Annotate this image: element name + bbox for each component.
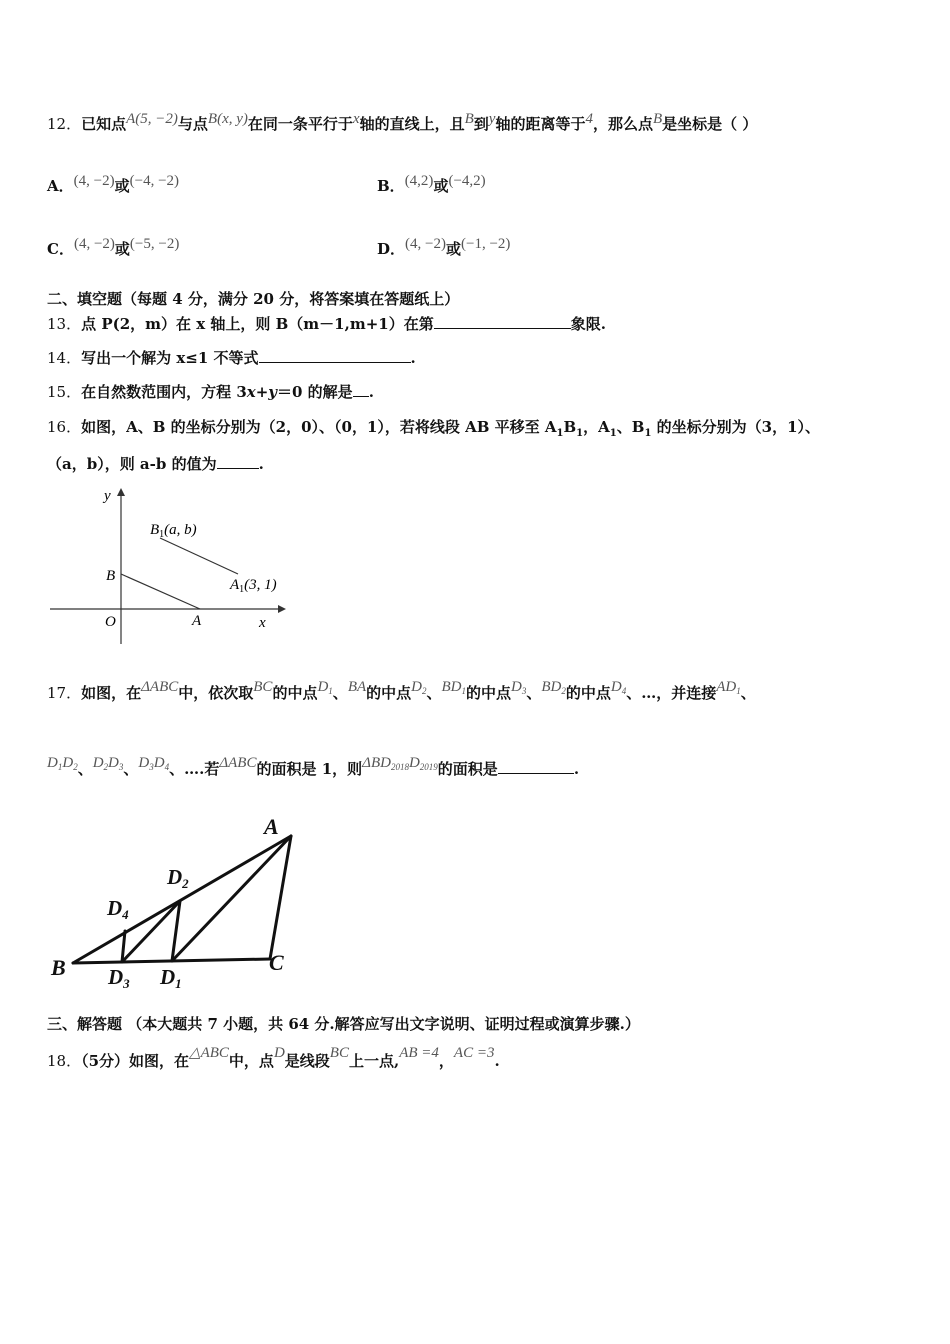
label-B: B — [106, 568, 116, 584]
q17-triangle-figure — [45, 810, 305, 995]
q18: 18．（5分）如图，在△ABC中，点D是线段BC上一点,AB =4，AC =3. — [47, 1045, 500, 1070]
label-x: x — [259, 615, 266, 631]
label-D2: D2 — [167, 865, 189, 891]
q16-line2: （a，b），则 a-b 的值为 . — [47, 455, 264, 473]
label-B1: $B_1(a$, b) — [150, 522, 197, 540]
label-y: y — [104, 488, 111, 504]
label-O: O — [105, 614, 116, 630]
label-C: C — [269, 950, 284, 975]
section-2-heading: 二、填空题（每题 4 分，满分 20 分，将答案填在答题纸上） — [47, 290, 460, 308]
label-D3: D3 — [108, 965, 130, 991]
label-D4: D4 — [107, 896, 129, 922]
q12-number: 12． — [47, 115, 82, 133]
label-A: A — [264, 814, 279, 839]
q14: 14．写出一个解为 x≤1 不等式 . — [47, 349, 416, 367]
q17-answer-blank[interactable] — [498, 758, 574, 774]
q12-option-d[interactable]: D．(4, −2)或(−1, −2) — [377, 236, 511, 258]
q15: 15．在自然数范围内，方程 3x+y＝0 的解是 . — [47, 383, 374, 401]
q12-option-a[interactable]: A．(4, −2)或(−4, −2) — [47, 173, 180, 195]
q12-stem: 12．已知点A(5, −2)与点B(x, y)在同一条平行于x轴的直线上，且B到y轴的距离等于4，那么点B是坐标是（ ） — [47, 111, 758, 133]
q12-option-c[interactable]: C．(4, −2)或(−5, −2) — [47, 236, 180, 258]
y-axis-arrow — [117, 488, 125, 496]
q16-coordinate-figure — [40, 482, 300, 650]
side-BA — [73, 836, 291, 963]
q17-line2: $D_1D_2$、$D_2D_3$、$D_3D_4$、….若ΔABC的面积是 1，则$\Delta BD_{2018}D_{2019}$的面积是 . — [47, 755, 580, 778]
q12-option-b[interactable]: B．(4,2)或(−4,2) — [377, 173, 486, 195]
q17-line1: 17．如图，在ΔABC中，依次取BC的中点$D_1$、BA的中点$D_2$、$BD_1$的中点$D_3$、$BD_2$的中点$D_4$、…，并连接$AD_1$、 — [47, 679, 756, 702]
segment-D2D3 — [122, 901, 180, 962]
q15-answer-blank[interactable] — [353, 381, 369, 397]
segment-A1B1 — [160, 538, 238, 574]
label-D1: D1 — [160, 965, 182, 991]
q13-answer-blank[interactable] — [434, 313, 571, 329]
q14-answer-blank[interactable] — [259, 347, 411, 363]
q13: 13．点 P(2，m）在 x 轴上，则 B（m－1,m+1）在第 象限. — [47, 315, 606, 333]
label-B: B — [51, 955, 66, 980]
section-3-heading: 三、解答题 （本大题共 7 小题，共 64 分.解答应写出文字说明、证明过程或演算步骤.） — [47, 1015, 640, 1033]
q16-line1: 16．如图，A、B 的坐标分别为（2，0）、（0，1），若将线段 AB 平移至 $A_1B_1$，$A_1$、$B_1$ 的坐标分别为（3，1）、 — [47, 418, 821, 439]
q16-answer-blank[interactable] — [217, 453, 259, 469]
label-A1: $A_1(3$, 1) — [230, 577, 277, 595]
label-A: A — [192, 613, 202, 629]
segment-AB — [121, 574, 200, 609]
x-axis-arrow — [278, 605, 286, 613]
